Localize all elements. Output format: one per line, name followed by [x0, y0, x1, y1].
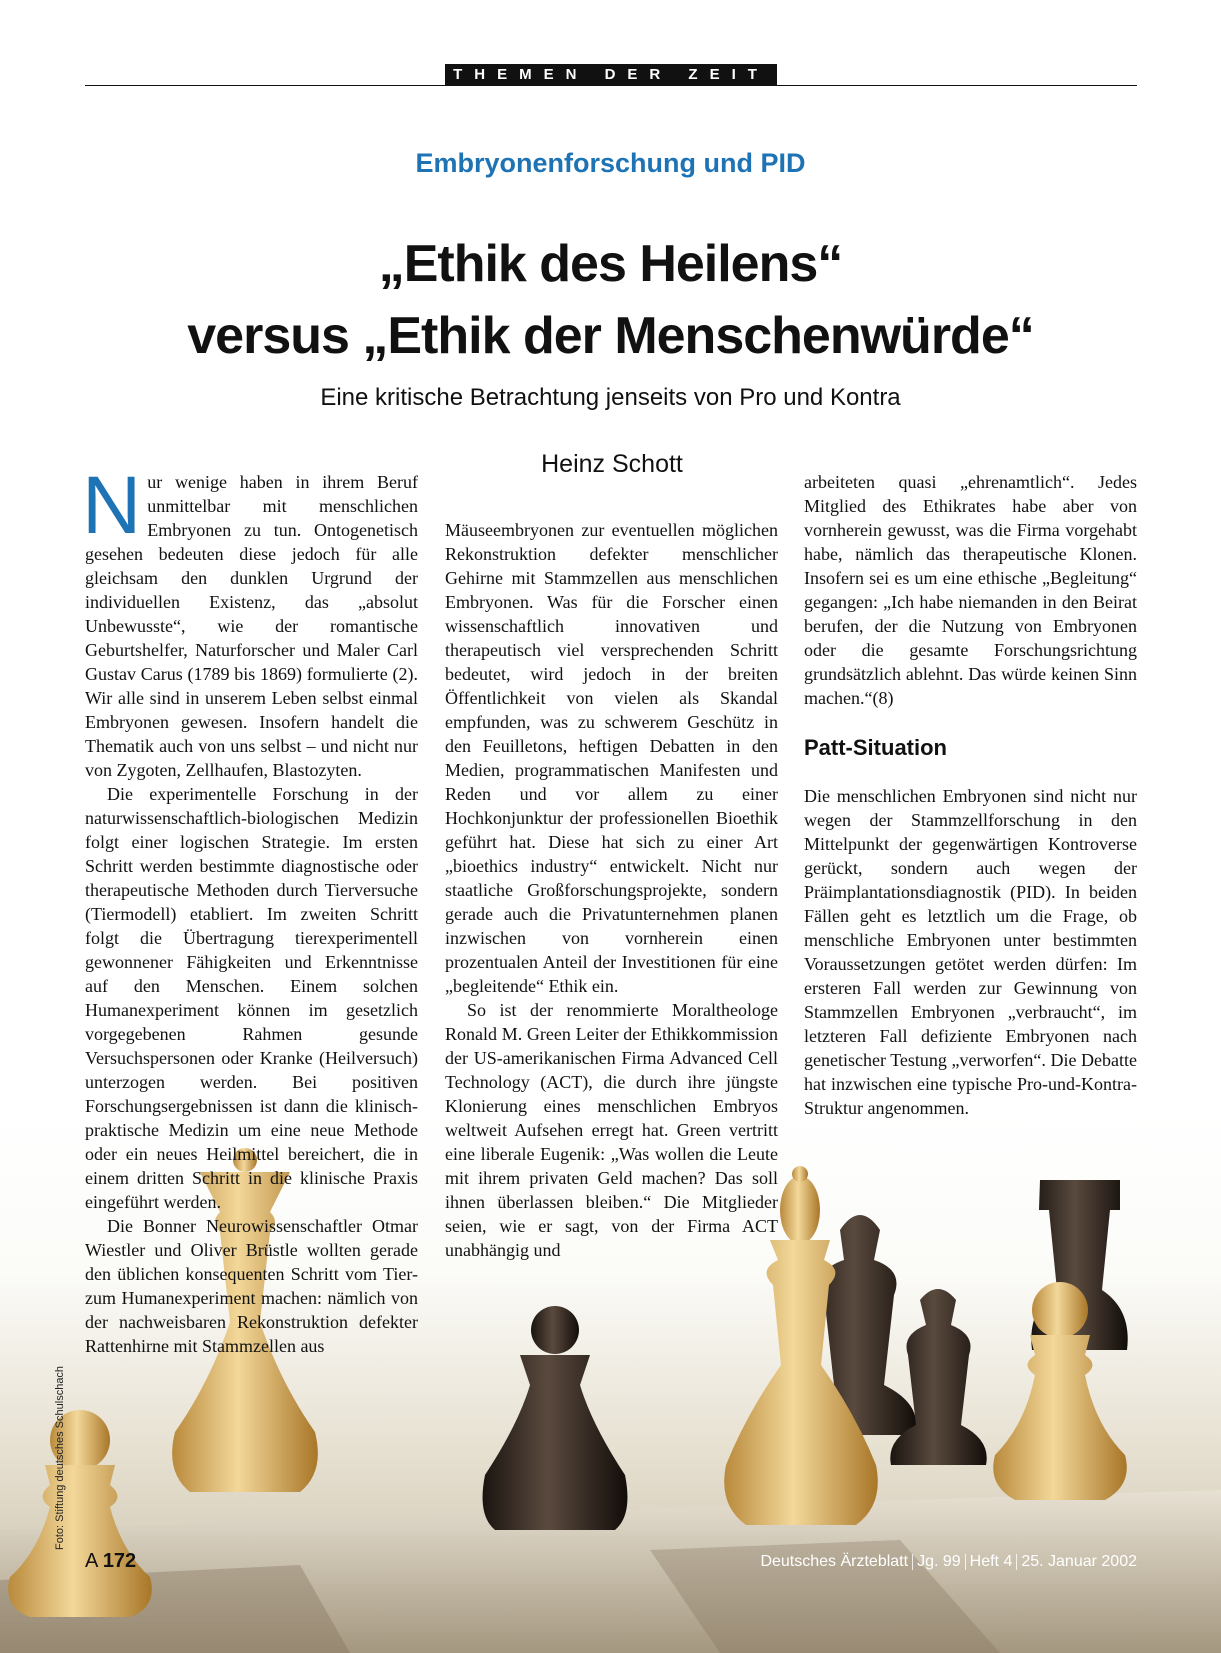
column-3: [804, 470, 1137, 1120]
photo-credit: Foto: Stiftung deutsches Schulschach: [54, 1365, 66, 1550]
page-number: [85, 1550, 136, 1573]
journal-date: 25. Januar 2002: [1021, 1553, 1137, 1570]
col3-paragraph-1: arbeiteten quasi „ehrenamtlich“. Jedes Mitglied des Ethikrates habe aber von vornherein gewusst, was die Firma vorgehabt habe, nämlich das therapeutische Klonen. Insofern sei es um eine ethische „Begleitung“ gegangen: „Ich habe niemanden in den Beirat berufen, der die Nutzung von Embryonen oder die gesamte Forschungsrichtung grundsätzlich ablehnt. Das würde keinen Sinn machen.“(8): [804, 472, 1137, 708]
journal-issue: Heft 4: [969, 1553, 1013, 1570]
article-title: [0, 228, 1221, 372]
journal-name: Deutsches Ärzteblatt: [760, 1553, 909, 1570]
header-rule: [85, 85, 1137, 86]
col1-paragraph-2: Die experimentelle Forschung in der naturwissenschaftlich-biologischen Medizin folgt einer logischen Strategie. Im ersten Schritt werden bestimmte diagnostische oder therapeutische Methoden durch Tierversuche (Tiermodell) etabliert. Im zweiten Schritt folgt die Übertragung tierexperimentell gewonnener Fähigkeiten und Erkenntnisse auf den Menschen. Einem solchen Humanexperiment können im gesetzlich vorgegebenen Rahmen gesunde Versuchspersonen oder Kranke (Heilversuch) unterzogen werden. Bei positiven Forschungsergebnissen ist dann die klinisch-praktische Medizin um eine neue Methode oder ein neues Heilmittel bereichert, die in einem dritten Schritt in die klinische Praxis eingeführt werden.: [85, 784, 418, 1212]
section-band: THEMEN DER ZEIT: [445, 64, 777, 86]
article-kicker: Embryonenforschung und PID: [415, 148, 806, 178]
col1-paragraph-1-text: ur wenige haben in ihrem Beruf unmittelbar mit menschlichen Embryonen zu tun. Ontogenetisch gesehen bedeuten diese jedoch für alle gleichsam den dunklen Urgrund der individuellen Existenz, das „absolut Unbewusste“, wie der romantische Geburtshelfer, Naturforscher und Maler Carl Gustav Carus (1789 bis 1869) formulierte (2). Wir alle sind in unserem Leben selbst einmal Embryonen gewesen. Insofern handelt die Thematik auch von uns selbst – und nicht nur von Zygoten, Zellhaufen, Blastozyten.: [85, 472, 418, 780]
col1-paragraph-3: Die Bonner Neurowissenschaftler Otmar Wiestler und Oliver Brüstle wollten gerade den üblichen konsequenten Schritt vom Tier- zum Humanexperiment machen: nämlich von der nachweisbaren Rekonstruktion defekter Rattenhirne mit Stammzellen aus: [85, 1216, 418, 1356]
footer-separator: [1016, 1554, 1017, 1570]
col2-paragraph-1: Mäuseembryonen zur eventuellen möglichen Rekonstruktion defekter menschlicher Gehirne mit Stammzellen aus menschlichen Embryonen. Was für die Forscher einen wissenschaftlich innovativen und therapeutisch viel versprechenden Schritt bedeutet, wird jedoch in der breiten Öffentlichkeit von vielen als Skandal empfunden, was zu schwerem Geschütz in den Feuilletons, heftigen Debatten in den Medien, programmatischen Manifesten und Reden und vor allem zu einer Hochkonjunktur der professionellen Bioethik geführt hat. Diese hat sich zu einer Art „bioethics industry“ entwickelt. Nicht nur staatliche Großforschungsprojekte, sondern gerade auch die Privatunternehmen planen inzwischen von vornherein einen prozentualen Anteil der Investitionen für eine „begleitende“ Ethik ein.: [445, 520, 778, 996]
title-line-1: „Ethik des Heilens“: [378, 235, 843, 293]
dropcap: N: [82, 460, 142, 551]
page-prefix: A: [85, 1550, 98, 1572]
column-1: [82, 460, 418, 1358]
footer-separator: [912, 1554, 913, 1570]
section-heading: Patt-Situation: [804, 735, 947, 760]
col1-paragraph-1: [82, 460, 418, 782]
article-author: Heinz Schott: [541, 450, 683, 478]
article-subtitle: Eine kritische Betrachtung jenseits von Pro und Kontra: [320, 384, 901, 411]
footer-citation: [760, 1553, 1137, 1571]
column-2: [445, 518, 778, 1262]
footer-separator: [965, 1554, 966, 1570]
journal-volume: Jg. 99: [917, 1553, 961, 1570]
col2-paragraph-2: So ist der renommierte Moraltheologe Ronald M. Green Leiter der Ethikkommission der US-amerikanischen Firma Advanced Cell Technology (ACT), die durch ihre jüngste Klonierung eines menschlichen Embryos weltweit Aufsehen erregt hat. Green vertritt eine liberale Eugenik: „Was wollen die Leute mit ihrem privaten Geld machen? Das soll ihnen überlassen bleiben.“ Die Mitglieder seien, wie er sagt, von der Firma ACT unabhängig und: [445, 1000, 778, 1260]
page-number-value: 172: [102, 1550, 137, 1572]
title-line-2: versus „Ethik der Menschenwürde“: [187, 307, 1034, 365]
col3-paragraph-2: Die menschlichen Embryonen sind nicht nur wegen der Stammzellforschung in den Mittelpunkt der gegenwärtigen Kontroverse gerückt, sondern auch wegen der Präimplantationsdiagnostik (PID). In beiden Fällen geht es letztlich um die Frage, ob menschliche Embryonen unter bestimmten Voraussetzungen getötet werden dürfen: Im ersteren Fall werden zur Gewinnung von Stammzellen Embryonen „verbraucht“, im letzteren Fall defiziente Embryonen nach genetischer Testung „verworfen“. Die Debatte hat inzwischen eine typische Pro-und-Kontra-Struktur angenommen.: [804, 786, 1137, 1118]
